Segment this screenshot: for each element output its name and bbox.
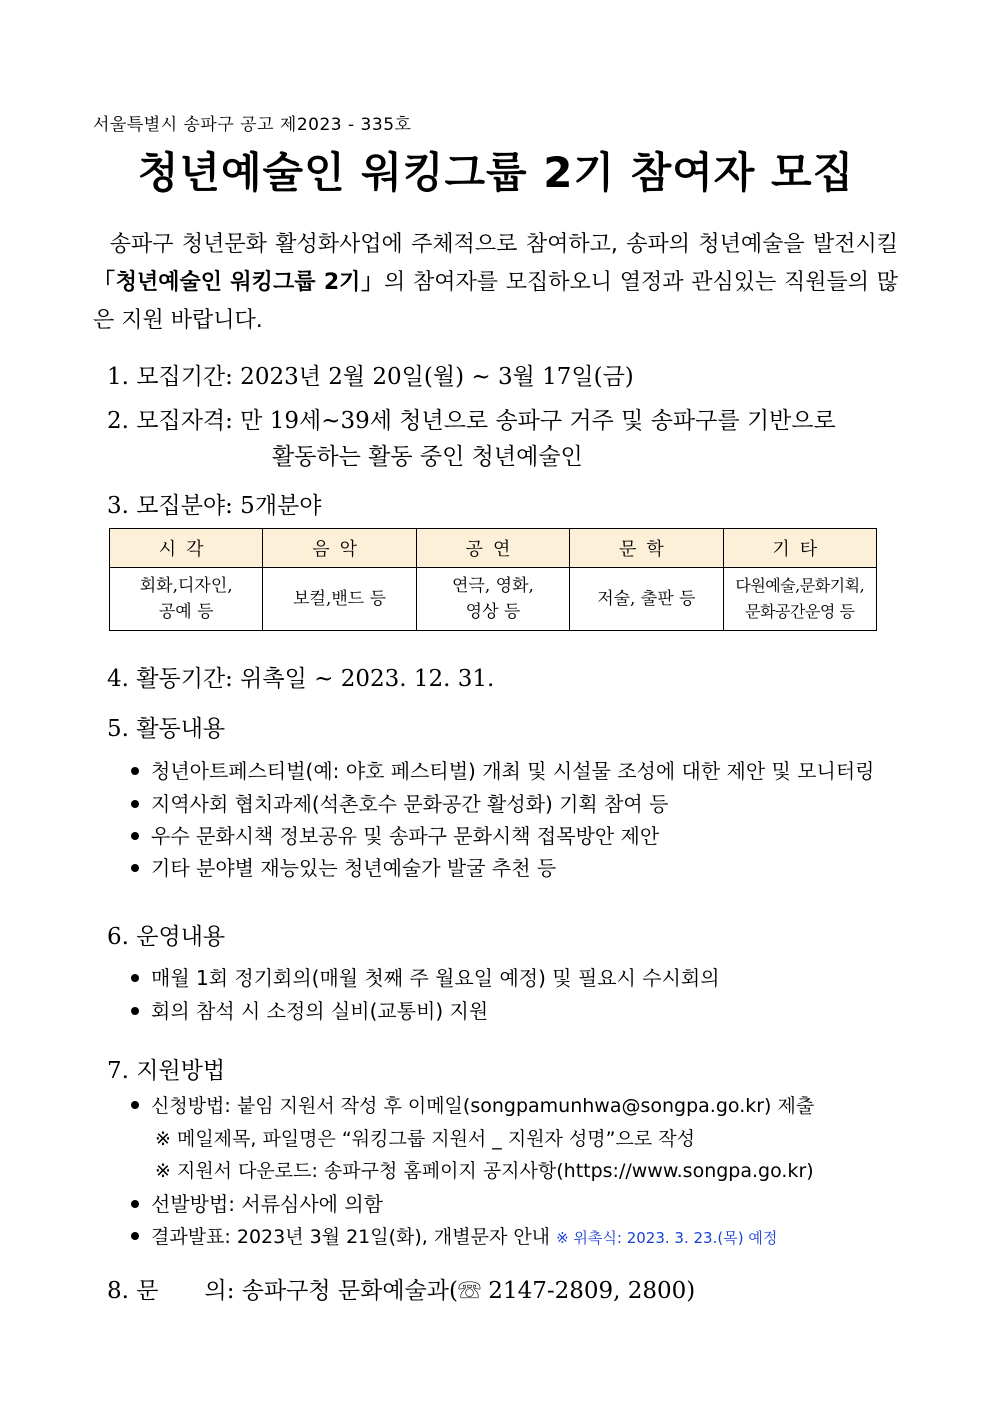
list-item-text: 결과발표: 2023년 3월 21일(화), 개별문자 안내 [151, 1226, 551, 1248]
section-activities: 5. 활동내용 [107, 716, 226, 742]
list-item [131, 852, 556, 881]
table-cell-line: 보컬,밴드 등 [293, 589, 387, 609]
table-cell-line: 연극, 영화, [452, 576, 534, 596]
table-row [110, 568, 877, 631]
page-title: 청년예술인 워킹그룹 2기 참여자 모집 [137, 148, 855, 197]
list-item-text: 지역사회 협치과제(석촌호수 문화공간 활성화) 기획 참여 등 [151, 792, 669, 816]
bullet-icon [131, 1200, 139, 1208]
list-item [131, 995, 488, 1024]
bullet-icon [131, 800, 139, 808]
application-note-2: ※ 지원서 다운로드: 송파구청 홈페이지 공지사항(https://www.songpa.go.kr) [155, 1160, 814, 1182]
table-cell [416, 568, 569, 631]
list-item-text: 청년아트페스티벌(예: 야호 페스티벌) 개최 및 시설물 조성에 대한 제안 및 모니터링 [151, 759, 875, 783]
table-header-row [110, 529, 877, 568]
section-eligibility-cont: 활동하는 활동 중인 청년예술인 [272, 444, 583, 470]
intro-text-after: 의 참여자를 모집하오니 열정과 관심있는 직원들의 많은 지원 바랍니다. [93, 270, 898, 333]
section-eligibility: 2. 모집자격: 만 19세~39세 청년으로 송파구 거주 및 송파구를 기반으로 [107, 408, 836, 434]
bullet-icon [131, 767, 139, 775]
bullet-icon [131, 974, 139, 982]
list-item [131, 820, 659, 849]
table-cell-line: 회화,디자인, [139, 576, 233, 596]
table-header-cell: 공연 [416, 529, 569, 568]
bullet-icon [131, 1101, 139, 1109]
bullet-icon [131, 864, 139, 872]
list-item [131, 1222, 777, 1249]
list-item [131, 1188, 383, 1217]
list-item [131, 788, 668, 817]
result-note: ※ 위촉식: 2023. 3. 23.(목) 예정 [556, 1229, 778, 1247]
list-item [131, 962, 720, 991]
intro-text-before: 송파구 청년문화 활성화사업에 주체적으로 참여하고, 송파의 청년예술을 발전시킬 [109, 232, 898, 257]
notice-number: 서울특별시 송파구 공고 제2023 - 335호 [93, 115, 412, 135]
section-application: 7. 지원방법 [107, 1058, 226, 1084]
list-item-text: 선발방법: 서류심사에 의함 [151, 1192, 383, 1216]
table-cell-line: 영상 등 [465, 602, 521, 622]
bullet-icon [131, 832, 139, 840]
table-header-cell: 음악 [263, 529, 416, 568]
section-operations: 6. 운영내용 [107, 924, 226, 950]
table-cell [110, 568, 263, 631]
list-item [131, 755, 874, 784]
table-header-cell: 시각 [110, 529, 263, 568]
section-period: 1. 모집기간: 2023년 2월 20일(월) ~ 3월 17일(금) [107, 364, 634, 390]
table-cell [723, 568, 876, 631]
table-cell-line: 다원예술,문화기획, [735, 576, 865, 595]
table-cell [570, 568, 723, 631]
list-item-text: 우수 문화시책 정보공유 및 송파구 문화시책 접목방안 제안 [151, 824, 660, 848]
list-item-text: 매월 1회 정기회의(매월 첫째 주 월요일 예정) 및 필요시 수시회의 [151, 966, 720, 990]
table-header-cell: 문학 [570, 529, 723, 568]
section-activity-period: 4. 활동기간: 위촉일 ~ 2023. 12. 31. [107, 666, 495, 692]
fields-table [109, 528, 877, 631]
section-contact: 8. 문 의: 송파구청 문화예술과(☏ 2147-2809, 2800) [107, 1278, 696, 1304]
section-fields: 3. 모집분야: 5개분야 [107, 493, 322, 519]
list-item-text: 회의 참석 시 소정의 실비(교통비) 지원 [151, 999, 489, 1023]
table-cell-line: 저술, 출판 등 [597, 589, 696, 609]
list-item-text: 신청방법: 붙임 지원서 작성 후 이메일(songpamunhwa@songpa.go.kr) 제출 [151, 1095, 815, 1117]
list-item-text: 기타 분야별 재능있는 청년예술가 발굴 추천 등 [151, 856, 557, 880]
table-cell-line: 공예 등 [158, 602, 214, 622]
list-item [131, 1091, 814, 1118]
application-note-1: ※ 메일제목, 파일명은 “워킹그룹 지원서 _ 지원자 성명”으로 작성 [155, 1128, 695, 1150]
table-header-cell: 기타 [723, 529, 876, 568]
bullet-icon [131, 1232, 139, 1240]
table-cell [263, 568, 416, 631]
intro-highlight: 「청년예술인 워킹그룹 2기」 [93, 270, 384, 295]
intro-paragraph [93, 226, 898, 340]
bullet-icon [131, 1007, 139, 1015]
table-cell-line: 문화공간운영 등 [745, 602, 855, 621]
